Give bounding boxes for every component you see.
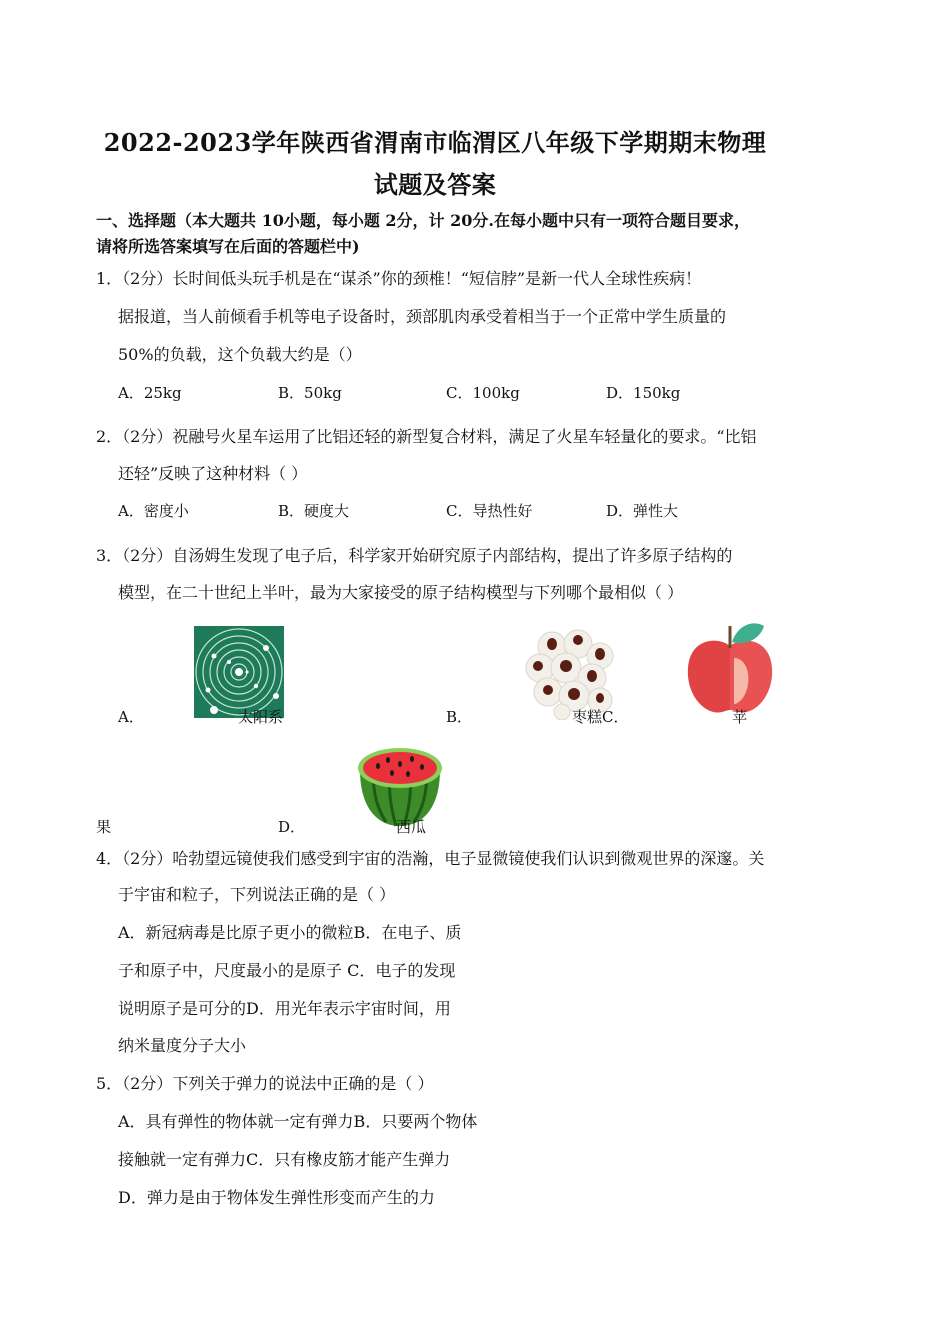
document-title-line-2: 试题及答案: [373, 170, 497, 199]
section-heading: [96, 208, 796, 260]
q1-option-b: B．50kg: [278, 384, 342, 402]
q1-option-a: A．25kg: [118, 384, 182, 402]
q3-option-c-label-part-1: 苹: [732, 708, 748, 726]
document-title-line-1: 2022-2023学年陕西省渭南市临渭区八年级下学期期末物理: [103, 128, 767, 157]
q3-option-a-label: 太阳系: [238, 708, 284, 726]
watermelon-image: [356, 740, 444, 828]
q2-option-b: B．硬度大: [278, 502, 350, 520]
q1-option-c: C．100kg: [446, 384, 520, 402]
q2-line-1: 2．（2分）祝融号火星车运用了比铝还轻的新型复合材料，满足了火星车轻量化的要求。“比铝: [96, 427, 757, 446]
q1-option-d: D．150kg: [606, 384, 681, 402]
q2-line-2: 还轻”反映了这种材料（ ）: [118, 464, 308, 483]
q4-line-4: 子和原子中，尺度最小的是原子 C．电子的发现: [118, 961, 456, 980]
q2-option-d: D．弹性大: [606, 502, 679, 520]
q1-line-1: 1．（2分）长时间低头玩手机是在“谋杀”你的颈椎！“短信脖”是新一代人全球性疾病！: [96, 269, 702, 288]
section-heading-line-2: 请将所选答案填写在后面的答题栏中): [96, 237, 360, 256]
q5-line-2: A．具有弹性的物体就一定有弹力B．只要两个物体: [118, 1112, 478, 1131]
q3-option-d-letter: D．: [278, 818, 306, 836]
q1-line-2: 据报道，当人前倾看手机等电子设备时，颈部肌肉承受着相当于一个正常中学生质量的: [118, 307, 727, 326]
q3-line-1: 3．（2分）自汤姆生发现了电子后，科学家开始研究原子内部结构，提出了许多原子结构的: [96, 546, 733, 565]
solar-system-image: [194, 626, 284, 718]
q4-line-1: 4．（2分）哈勃望远镜使我们感受到宇宙的浩瀚，电子显微镜使我们认识到微观世界的深邃。关: [96, 849, 765, 868]
q4-line-3: A．新冠病毒是比原子更小的微粒B．在电子、质: [118, 923, 462, 942]
q3-option-b-label: 枣糕C．: [572, 708, 629, 726]
q2-option-a: A．密度小: [118, 502, 189, 520]
apple-image: [684, 618, 776, 718]
q3-line-2: 模型，在二十世纪上半叶，最为大家接受的原子结构模型与下列哪个最相似（ ）: [118, 583, 684, 602]
q5-line-3: 接触就一定有弹力C．只有橡皮筋才能产生弹力: [118, 1150, 451, 1169]
section-heading-line-1: 一、选择题（本大题共 10小题，每小题 2分，计 20分.在每小题中只有一项符合题目要求，: [96, 211, 750, 230]
q4-line-6: 纳米量度分子大小: [118, 1036, 247, 1055]
q4-line-5: 说明原子是可分的D．用光年表示宇宙时间，用: [118, 999, 451, 1018]
q3-option-b-letter: B．: [446, 708, 473, 726]
q3-option-d-label: 西瓜: [396, 818, 427, 836]
q3-option-c-label-part-2: 果: [96, 818, 112, 836]
q5-line-1: 5．（2分）下列关于弹力的说法中正确的是（ ）: [96, 1074, 434, 1093]
q1-line-3: 50%的负载，这个负载大约是（）: [118, 345, 362, 364]
q4-line-2: 于宇宙和粒子，下列说法正确的是（ ）: [118, 885, 396, 904]
q2-option-c: C．导热性好: [446, 502, 533, 520]
q3-option-a-letter: A．: [118, 708, 144, 726]
q5-line-4: D．弹力是由于物体发生弹性形变而产生的力: [118, 1188, 435, 1207]
